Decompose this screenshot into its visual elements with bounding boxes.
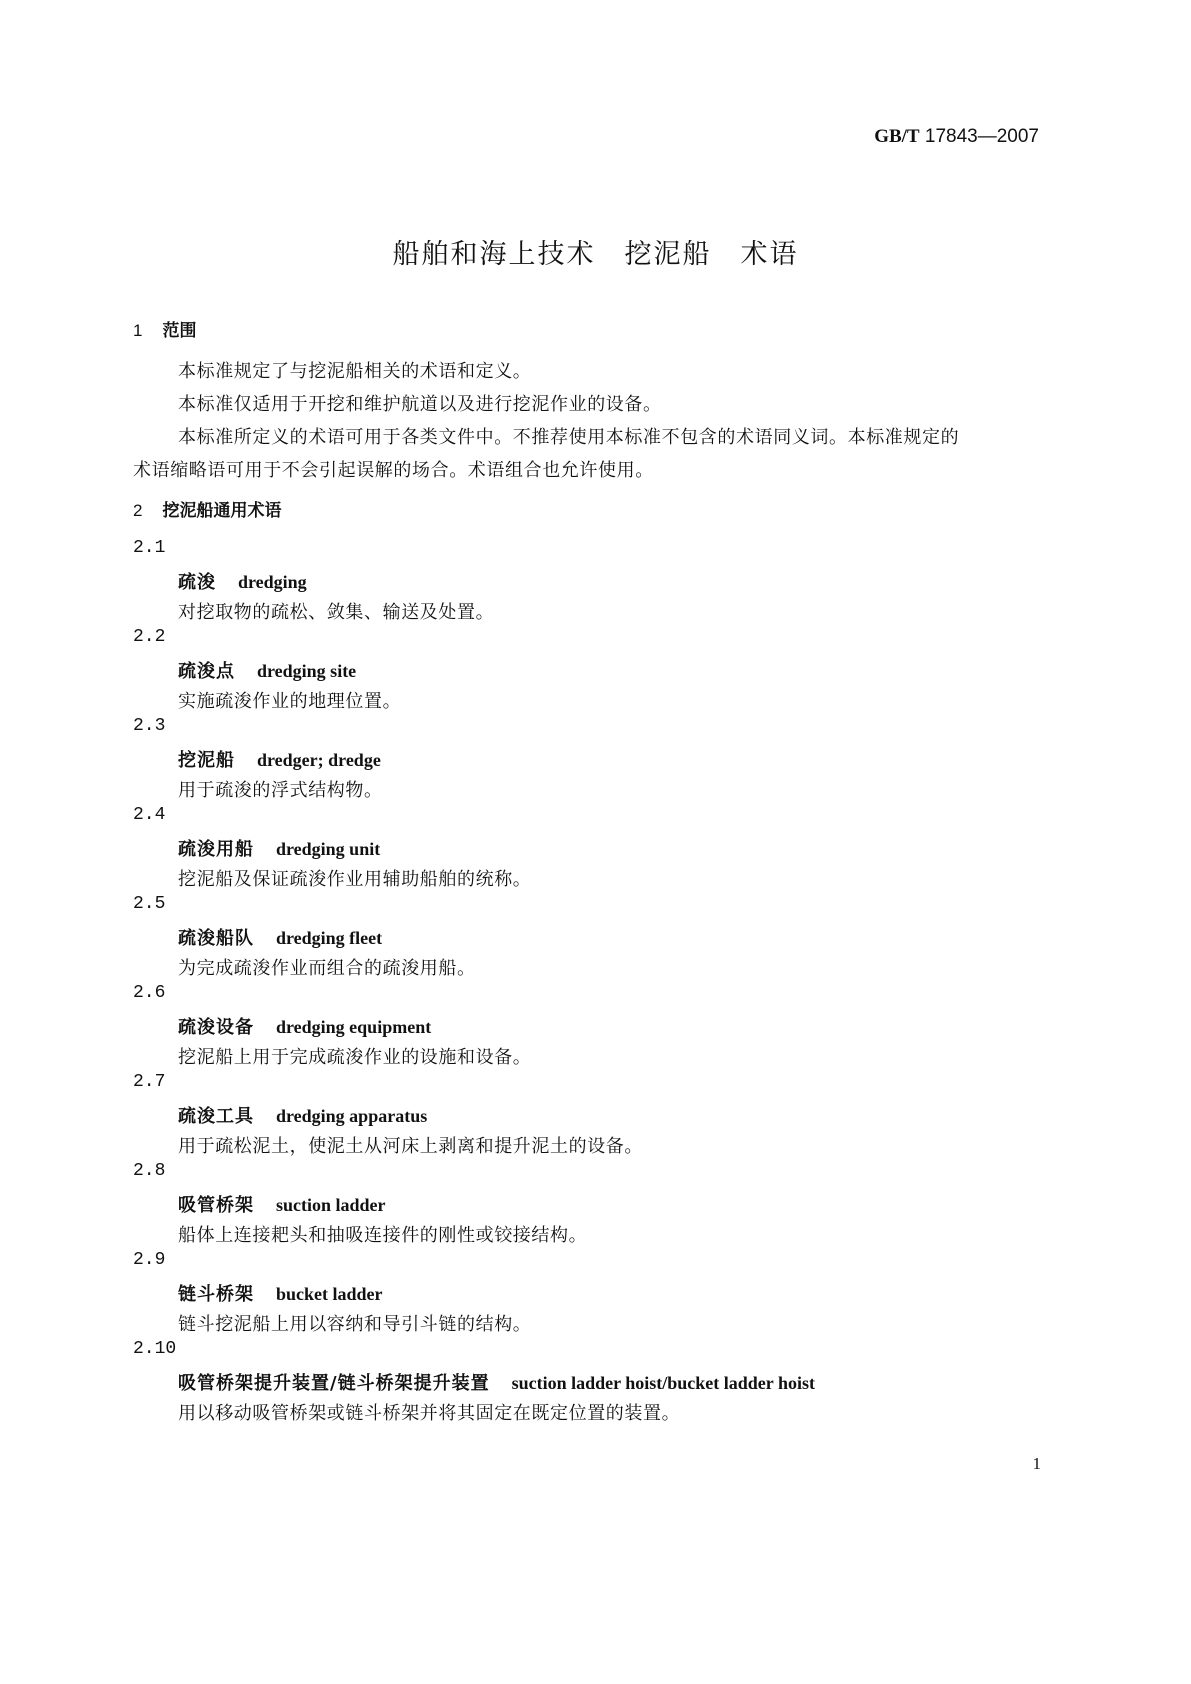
section-title: 挖泥船通用术语 <box>162 501 282 521</box>
section-number: 1 <box>133 321 143 340</box>
term-heading <box>178 568 307 594</box>
term-heading <box>178 1280 383 1306</box>
section-title: 范围 <box>162 321 197 341</box>
scope-paragraph-continuation: 术语缩略语可用于不会引起误解的场合。术语组合也允许使用。 <box>133 460 654 481</box>
term-chinese: 链斗桥架 <box>178 1284 254 1305</box>
term-number: 2.2 <box>133 627 166 647</box>
term-chinese: 疏浚点 <box>178 661 235 682</box>
term-heading <box>178 1102 427 1128</box>
term-heading <box>178 1191 386 1217</box>
term-definition: 用于疏浚的浮式结构物。 <box>178 780 383 801</box>
scope-paragraph: 本标准规定了与挖泥船相关的术语和定义。 <box>178 361 532 382</box>
term-definition: 挖泥船及保证疏浚作业用辅助船舶的统称。 <box>178 869 532 890</box>
scope-paragraph: 本标准仅适用于开挖和维护航道以及进行挖泥作业的设备。 <box>178 394 662 415</box>
standard-code: 17843—2007 <box>924 126 1039 147</box>
term-heading <box>178 1013 431 1039</box>
term-number: 2.9 <box>133 1250 166 1270</box>
term-english: dredging apparatus <box>276 1106 428 1126</box>
term-english: bucket ladder <box>276 1284 383 1304</box>
term-chinese: 挖泥船 <box>178 750 235 771</box>
term-english: dredging <box>238 572 307 592</box>
term-heading <box>178 924 382 950</box>
term-chinese: 吸管桥架提升装置/链斗桥架提升装置 <box>178 1373 490 1394</box>
term-definition: 实施疏浚作业的地理位置。 <box>178 691 402 712</box>
term-chinese: 疏浚船队 <box>178 928 254 949</box>
term-number: 2.6 <box>133 983 166 1003</box>
term-heading <box>178 835 380 861</box>
term-heading <box>178 746 381 772</box>
term-definition: 用于疏松泥土，使泥土从河床上剥离和提升泥土的设备。 <box>178 1136 643 1157</box>
scope-paragraph: 本标准所定义的术语可用于各类文件中。不推荐使用本标准不包含的术语同义词。本标准规定的 <box>178 427 960 448</box>
term-english: dredging unit <box>276 839 381 859</box>
term-english: suction ladder hoist/bucket ladder hoist <box>511 1373 815 1393</box>
term-chinese: 疏浚用船 <box>178 839 254 860</box>
term-number: 2.5 <box>133 894 166 914</box>
standard-number <box>874 126 1039 148</box>
term-chinese: 吸管桥架 <box>178 1195 254 1216</box>
term-english: dredging site <box>257 661 357 681</box>
term-english: suction ladder <box>276 1195 386 1215</box>
document-title: 船舶和海上技术 挖泥船 术语 <box>392 239 799 270</box>
term-chinese: 疏浚设备 <box>178 1017 254 1038</box>
term-number: 2.8 <box>133 1161 166 1181</box>
term-definition: 为完成疏浚作业而组合的疏浚用船。 <box>178 958 476 979</box>
section-1-heading <box>133 316 196 341</box>
term-english: dredger; dredge <box>257 750 381 770</box>
term-number: 2.7 <box>133 1072 166 1092</box>
standard-prefix: GB/T <box>874 126 920 147</box>
section-number: 2 <box>133 501 143 520</box>
term-definition: 船体上连接耙头和抽吸连接件的刚性或铰接结构。 <box>178 1225 588 1246</box>
section-2-heading <box>133 496 281 521</box>
term-chinese: 疏浚工具 <box>178 1106 254 1127</box>
term-heading <box>178 657 356 683</box>
term-number: 2.1 <box>133 538 166 558</box>
term-definition: 对挖取物的疏松、敛集、输送及处置。 <box>178 602 495 623</box>
term-chinese: 疏浚 <box>178 572 216 593</box>
term-heading <box>178 1369 815 1395</box>
term-number: 2.4 <box>133 805 166 825</box>
term-number: 2.10 <box>133 1339 177 1359</box>
term-definition: 链斗挖泥船上用以容纳和导引斗链的结构。 <box>178 1314 532 1335</box>
term-english: dredging equipment <box>276 1017 432 1037</box>
term-number: 2.3 <box>133 716 166 736</box>
term-english: dredging fleet <box>276 928 383 948</box>
page-number: 1 <box>1032 1454 1041 1473</box>
term-definition: 挖泥船上用于完成疏浚作业的设施和设备。 <box>178 1047 532 1068</box>
term-definition: 用以移动吸管桥架或链斗桥架并将其固定在既定位置的装置。 <box>178 1403 681 1424</box>
